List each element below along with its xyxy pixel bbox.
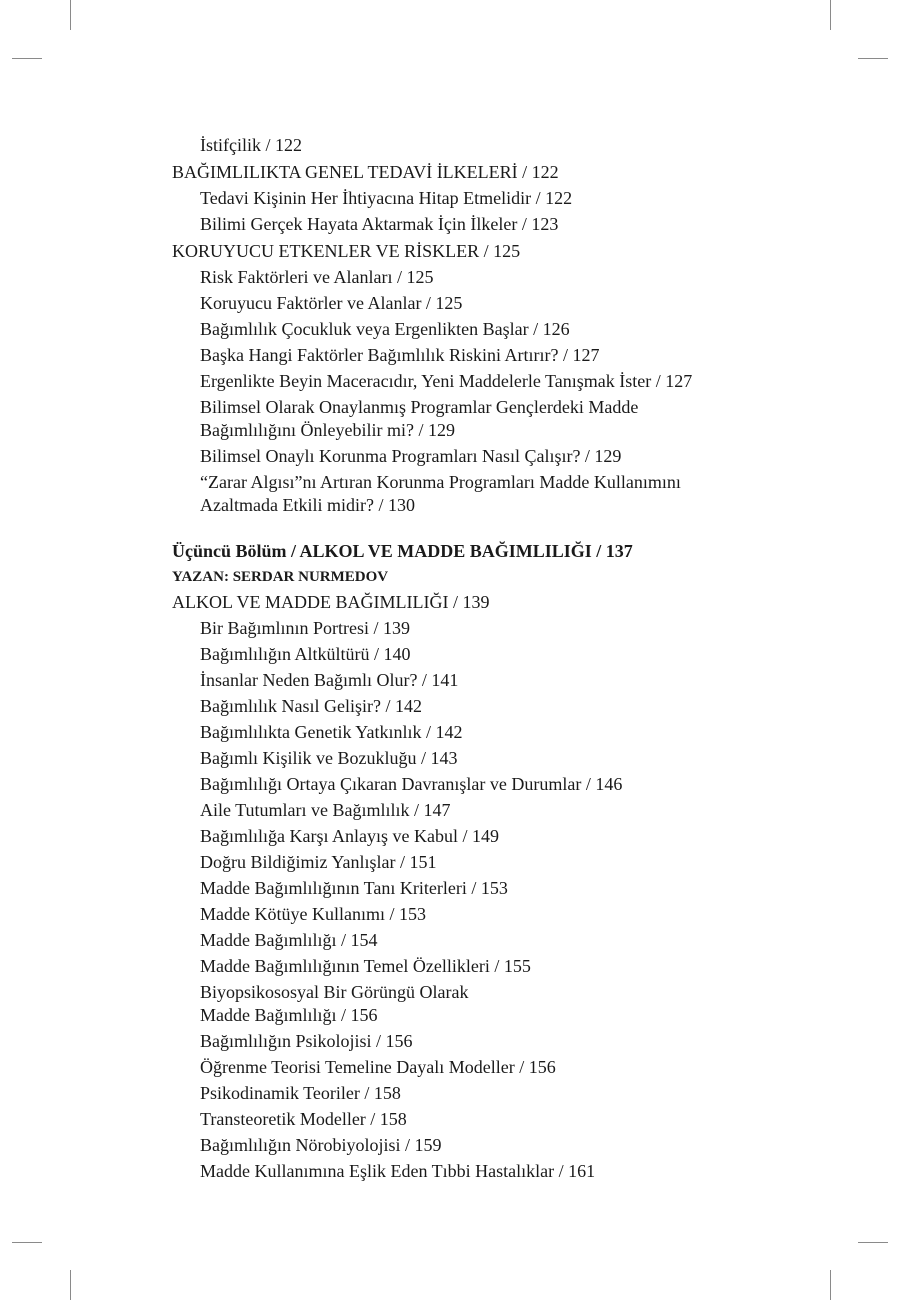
toc-entry-line: Bağımlılıkta Genetik Yatkınlık / 142 — [200, 722, 463, 742]
toc-entry — [172, 955, 792, 978]
toc-entry-line: KORUYUCU ETKENLER VE RİSKLER / 125 — [172, 241, 521, 261]
toc-entry — [172, 643, 792, 666]
toc-entry-line: Madde Bağımlılığının Temel Özellikleri / 155 — [200, 956, 531, 976]
toc-entry-line: Madde Bağımlılığı / 156 — [200, 1005, 378, 1025]
toc-entry — [172, 266, 792, 289]
toc-entry-line: Bağımlılığa Karşı Anlayış ve Kabul / 149 — [200, 826, 499, 846]
toc-entry — [172, 799, 792, 822]
toc-entry-line: Bilimsel Olarak Onaylanmış Programlar Gençlerdeki Madde — [200, 397, 639, 417]
toc-entry — [172, 1108, 792, 1131]
toc-section-heading — [172, 161, 792, 184]
toc-entry-line: Azaltmada Etkili midir? / 130 — [200, 495, 415, 515]
toc-entry-line: BAĞIMLILIKTA GENEL TEDAVİ İLKELERİ / 122 — [172, 162, 559, 182]
toc-entry-line: Öğrenme Teorisi Temeline Dayalı Modeller / 156 — [200, 1057, 556, 1077]
toc-entry-line: Transteoretik Modeller / 158 — [200, 1109, 407, 1129]
toc-entry — [172, 981, 792, 1027]
crop-mark-bottom-left-horizontal — [12, 1242, 42, 1243]
toc-entry — [172, 669, 792, 692]
crop-mark-top-left — [70, 0, 71, 30]
toc-entry — [172, 1030, 792, 1053]
toc-entry-line: Başka Hangi Faktörler Bağımlılık Riskini Artırır? / 127 — [200, 345, 600, 365]
toc-entry-line: Madde Kullanımına Eşlik Eden Tıbbi Hastalıklar / 161 — [200, 1161, 596, 1181]
toc-entry — [172, 1160, 792, 1183]
toc-entry — [172, 929, 792, 952]
toc-entry — [172, 825, 792, 848]
toc-entry-line: Madde Kötüye Kullanımı / 153 — [200, 904, 426, 924]
toc-entry-line: Koruyucu Faktörler ve Alanlar / 125 — [200, 293, 463, 313]
chapter-author: YAZAN: SERDAR NURMEDOV — [172, 569, 389, 585]
toc-entry — [172, 877, 792, 900]
toc-entry-line: Bilimi Gerçek Hayata Aktarmak İçin İlkeler / 123 — [200, 214, 559, 234]
toc-section-heading — [172, 240, 792, 263]
crop-mark-top-right — [830, 0, 831, 30]
toc-entry-line: Bağımlılık Nasıl Gelişir? / 142 — [200, 696, 422, 716]
toc-entry-line: Doğru Bildiğimiz Yanlışlar / 151 — [200, 852, 437, 872]
toc-entry-line: Madde Bağımlılığının Tanı Kriterleri / 153 — [200, 878, 508, 898]
toc-entry — [172, 292, 792, 315]
toc-entry-line: Aile Tutumları ve Bağımlılık / 147 — [200, 800, 451, 820]
toc-entry-line: Bağımlı Kişilik ve Bozukluğu / 143 — [200, 748, 458, 768]
toc-entry-line: Bir Bağımlının Portresi / 139 — [200, 618, 410, 638]
toc-section-list — [172, 591, 792, 1183]
toc-entry — [172, 747, 792, 770]
toc-entry — [172, 318, 792, 341]
toc-entry-line: Bilimsel Onaylı Korunma Programları Nasıl Çalışır? / 129 — [200, 446, 622, 466]
toc-entry — [172, 695, 792, 718]
toc-entry-line: Bağımlılık Çocukluk veya Ergenlikten Başlar / 126 — [200, 319, 570, 339]
toc-entry — [172, 903, 792, 926]
toc-entry — [172, 445, 792, 468]
toc-entry — [172, 213, 792, 236]
toc-entry-line: İnsanlar Neden Bağımlı Olur? / 141 — [200, 670, 459, 690]
toc-entry-line: “Zarar Algısı”nı Artıran Korunma Programları Madde Kullanımını — [200, 472, 681, 492]
toc-entry-line: Bağımlılığın Nörobiyolojisi / 159 — [200, 1135, 442, 1155]
toc-entry-line: Bağımlılığın Psikolojisi / 156 — [200, 1031, 413, 1051]
toc-entry-line: Ergenlikte Beyin Maceracıdır, Yeni Maddelerle Tanışmak İster / 127 — [200, 371, 693, 391]
toc-entry — [172, 773, 792, 796]
toc-entry-line: Madde Bağımlılığı / 154 — [200, 930, 378, 950]
toc-entry — [172, 721, 792, 744]
toc-entry — [172, 187, 792, 210]
toc-entry-line: ALKOL VE MADDE BAĞIMLILIĞI / 139 — [172, 592, 490, 612]
toc-entry — [172, 1056, 792, 1079]
toc-entry-line: Risk Faktörleri ve Alanları / 125 — [200, 267, 434, 287]
toc-entry-line: İstifçilik / 122 — [200, 135, 302, 155]
toc-entry-line: Tedavi Kişinin Her İhtiyacına Hitap Etmelidir / 122 — [200, 188, 573, 208]
toc-entry — [172, 370, 792, 393]
toc-section-list — [172, 134, 792, 517]
crop-mark-bottom-left — [70, 1270, 71, 1300]
table-of-contents — [172, 131, 792, 1183]
toc-entry-line: Psikodinamik Teoriler / 158 — [200, 1083, 401, 1103]
toc-entry — [172, 617, 792, 640]
crop-mark-bottom-right — [830, 1270, 831, 1300]
chapter-heading: Üçüncü Bölüm / ALKOL VE MADDE BAĞIMLILIĞI / 137 — [172, 541, 633, 561]
crop-mark-bottom-right-horizontal — [858, 1242, 888, 1243]
crop-mark-top-left-horizontal — [12, 58, 42, 59]
toc-entry — [172, 396, 792, 442]
toc-entry — [172, 1082, 792, 1105]
toc-entry — [172, 344, 792, 367]
toc-entry — [172, 851, 792, 874]
crop-mark-top-right-horizontal — [858, 58, 888, 59]
toc-entry-line: Bağımlılığını Önleyebilir mi? / 129 — [200, 420, 455, 440]
toc-entry — [172, 134, 792, 157]
toc-entry — [172, 1134, 792, 1157]
toc-section-heading — [172, 591, 792, 614]
toc-entry-line: Bağımlılığı Ortaya Çıkaran Davranışlar ve Durumlar / 146 — [200, 774, 623, 794]
toc-entry — [172, 471, 792, 517]
toc-entry-line: Bağımlılığın Altkültürü / 140 — [200, 644, 411, 664]
toc-entry-line: Biyopsikososyal Bir Görüngü Olarak — [200, 982, 469, 1002]
